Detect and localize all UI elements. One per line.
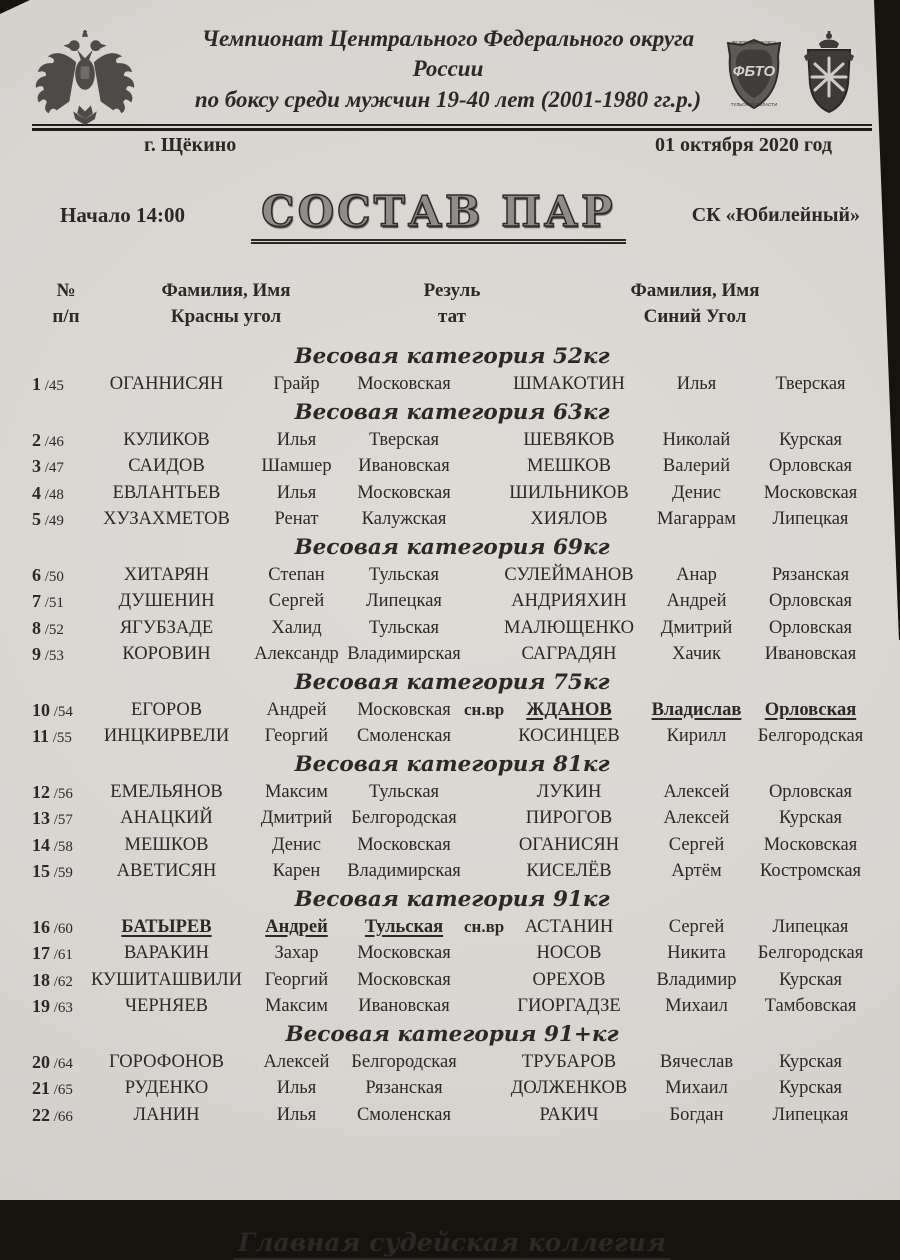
svg-text:ФЕДЕРАЦИЯ БОКСА: ФЕДЕРАЦИЯ БОКСА [731, 40, 777, 45]
blue-surname: ХИЯЛОВ [530, 509, 608, 530]
bout-row [32, 832, 872, 859]
blue-first-name: Никита [667, 943, 726, 964]
bout-row [32, 993, 872, 1020]
weight-category-title: Весовая категория 81кг [294, 751, 610, 777]
red-surname: ХУЗАХМЕТОВ [103, 509, 230, 530]
bout-number: 4 /48 [32, 482, 64, 503]
weight-category-title: Весовая категория 52кг [294, 344, 610, 370]
bout-row [32, 562, 872, 589]
blue-region: Курская [778, 969, 843, 990]
championship-title-line2: по боксу среди мужчин 19-40 лет (2001-1980 гг.р.) [194, 86, 702, 112]
red-region: Ивановская [358, 996, 450, 1017]
blue-first-name: Сергей [668, 916, 725, 937]
header-rule [32, 124, 872, 131]
blue-surname: КИСЕЛЁВ [526, 861, 612, 882]
red-first-name: Георгий [264, 969, 329, 990]
bout-row [32, 723, 872, 750]
blue-surname: СУЛЕЙМАНОВ [504, 564, 634, 585]
blue-region: Орловская [768, 617, 853, 638]
red-region: Тульская [368, 781, 440, 802]
red-region: Московская [357, 374, 451, 395]
red-first-name: Илья [276, 482, 317, 503]
red-first-name: Илья [276, 1104, 317, 1125]
svg-text:ТУЛЬСКОЙ ОБЛАСТИ: ТУЛЬСКОЙ ОБЛАСТИ [730, 102, 778, 107]
bout-number: 20 /64 [32, 1051, 73, 1072]
blue-region: Орловская [768, 591, 853, 612]
red-region: Московская [357, 834, 451, 855]
weight-category-title: Весовая категория 69кг [294, 534, 610, 560]
red-first-name: Сергей [268, 591, 325, 612]
tula-coat-of-arms-icon [800, 30, 858, 123]
red-region: Московская [357, 969, 451, 990]
blue-region: Тверская [775, 374, 846, 395]
red-region: Владимирская [347, 861, 461, 882]
blue-region: Ивановская [764, 644, 857, 665]
weight-category-title: Весовая категория 91+кг [285, 1021, 619, 1047]
blue-first-name: Богдан [669, 1104, 724, 1125]
blue-first-name: Илья [676, 374, 717, 395]
red-first-name: Илья [276, 429, 317, 450]
col-red-corner-header: Фамилия, Имя Красны угол [161, 280, 291, 327]
red-surname: ЕВЛАНТЬЕВ [112, 482, 221, 503]
red-first-name: Дмитрий [260, 808, 333, 829]
bout-row [32, 914, 872, 941]
bout-number: 1 /45 [32, 374, 64, 395]
blue-first-name: Алексей [663, 808, 730, 829]
red-region: Липецкая [366, 591, 442, 612]
red-surname: РУДЕНКО [124, 1078, 209, 1099]
blue-first-name: Вячеслав [659, 1051, 734, 1072]
blue-first-name: Дмитрий [660, 617, 733, 638]
title-row [60, 187, 860, 244]
red-surname: ЕМЕЛЬЯНОВ [110, 781, 223, 802]
red-surname: ОГАННИСЯН [109, 374, 224, 395]
bout-number: 10 /54 [32, 699, 73, 720]
bout-number: 9 /53 [32, 644, 64, 665]
red-region: Московская [357, 943, 451, 964]
blue-region: Московская [763, 482, 858, 503]
col-number-header: № п/п [52, 280, 80, 327]
judges-panel-title: Главная судейская коллегия [32, 1228, 872, 1257]
bout-row [32, 371, 872, 398]
red-first-name: Шамшер [261, 456, 332, 477]
blue-first-name: Михаил [665, 996, 728, 1017]
blue-region: Костромская [759, 861, 862, 882]
blue-region: Курская [778, 808, 843, 829]
bout-row [32, 967, 872, 994]
col-result-header: Резуль тат [423, 280, 481, 327]
red-first-name: Степан [268, 564, 325, 585]
championship-title-line1: Чемпионат Центрального Федерального округа России [201, 26, 695, 82]
bout-row [32, 506, 872, 533]
bout-number: 2 /46 [32, 429, 64, 450]
bout-row [32, 779, 872, 806]
blue-first-name: Андрей [666, 591, 727, 612]
red-region: Смоленская [356, 1104, 452, 1125]
bout-number: 15 /59 [32, 861, 73, 882]
red-region: Ивановская [358, 456, 450, 477]
weight-category-title: Весовая категория 63кг [294, 399, 610, 425]
red-first-name: Алексей [263, 1051, 330, 1072]
blue-region: Курская [778, 1051, 843, 1072]
weight-category-title: Весовая категория 91кг [294, 886, 610, 912]
red-first-name: Халид [271, 617, 322, 638]
blue-surname: ЖДАНОВ [526, 699, 612, 720]
blue-region: Курская [778, 1078, 843, 1099]
blue-first-name: Сергей [668, 834, 725, 855]
red-surname: КОРОВИН [122, 644, 211, 665]
red-surname: ГОРОФОНОВ [109, 1051, 224, 1072]
bout-number: 21 /65 [32, 1078, 73, 1099]
red-region: Калужская [361, 509, 447, 530]
weight-category-title: Весовая категория 75кг [294, 669, 610, 695]
bout-number: 3 /47 [32, 456, 64, 477]
blue-first-name: Алексей [663, 781, 730, 802]
red-first-name: Александр [254, 644, 339, 665]
red-surname: ИНЦКИРВЕЛИ [103, 726, 230, 747]
blue-region: Липецкая [772, 1104, 849, 1125]
city-label: г. Щёкино [144, 134, 237, 156]
blue-region: Липецкая [772, 509, 849, 530]
bout-row [32, 1075, 872, 1102]
blue-region: Липецкая [772, 916, 849, 937]
red-region: Тульская [368, 617, 440, 638]
blue-surname: РАКИЧ [539, 1104, 599, 1125]
red-first-name: Георгий [264, 726, 329, 747]
blue-region: Рязанская [771, 564, 850, 585]
place-date-row [144, 134, 832, 157]
red-surname: АНАЦКИЙ [120, 808, 213, 829]
red-region: Московская [357, 699, 451, 720]
blue-surname: КОСИНЦЕВ [518, 726, 620, 747]
red-surname: ХИТАРЯН [123, 564, 210, 585]
blue-region: Тамбовская [764, 996, 857, 1017]
bout-number: 22 /66 [32, 1104, 73, 1125]
bout-row [32, 697, 872, 724]
russia-eagle-emblem-icon [36, 28, 134, 133]
blue-first-name: Владимир [656, 969, 737, 990]
bout-result: сн.вр [464, 700, 505, 720]
bout-row [32, 427, 872, 454]
bout-number: 5 /49 [32, 509, 64, 530]
bout-row [32, 805, 872, 832]
blue-first-name: Николай [662, 429, 731, 450]
page-title: СОСТАВ ПАР [251, 187, 625, 244]
red-first-name: Илья [276, 1078, 317, 1099]
bout-number: 14 /58 [32, 834, 73, 855]
bout-number: 8 /52 [32, 617, 64, 638]
blue-first-name: Валерий [662, 456, 731, 477]
red-surname: ДУШЕНИН [118, 591, 215, 612]
red-surname: АВЕТИСЯН [116, 861, 217, 882]
blue-surname: САГРАДЯН [521, 644, 617, 665]
boxing-federation-emblem-icon [722, 36, 786, 121]
red-first-name: Андрей [266, 699, 327, 720]
blue-surname: ТРУБАРОВ [521, 1051, 617, 1072]
red-first-name: Максим [264, 781, 328, 802]
blue-surname: ШМАКОТИН [513, 374, 625, 395]
blue-region: Белгородская [757, 726, 864, 747]
blue-surname: ГИОРГАДЗЕ [517, 996, 621, 1017]
blue-surname: НОСОВ [536, 943, 602, 964]
blue-surname: АСТАНИН [524, 916, 614, 937]
blue-surname: МЕШКОВ [527, 456, 611, 477]
blue-first-name: Магаррам [657, 509, 736, 530]
blue-surname: ШЕВЯКОВ [523, 429, 615, 450]
red-region: Смоленская [356, 726, 452, 747]
blue-region: Орловская [768, 781, 853, 802]
blue-first-name: Кирилл [666, 726, 727, 747]
championship-title [174, 24, 722, 115]
bout-row [32, 940, 872, 967]
blue-surname: ОГАНИСЯН [518, 834, 620, 855]
red-first-name: Андрей [265, 916, 328, 937]
bout-row [32, 615, 872, 642]
red-region: Рязанская [365, 1078, 443, 1099]
red-first-name: Ренат [274, 509, 319, 530]
bout-row [32, 1049, 872, 1076]
red-region: Тверская [368, 429, 440, 450]
bout-number: 17 /61 [32, 943, 73, 964]
blue-surname: МАЛЮЩЕНКО [504, 617, 634, 638]
bout-row [32, 1102, 872, 1129]
bout-row [32, 858, 872, 885]
blue-first-name: Артём [671, 861, 722, 882]
red-first-name: Денис [271, 834, 322, 855]
red-surname: МЕШКОВ [124, 834, 209, 855]
red-first-name: Захар [274, 943, 319, 964]
bout-number: 16 /60 [32, 916, 73, 937]
bout-row [32, 641, 872, 668]
bout-number: 7 /51 [32, 591, 64, 612]
blue-surname: ОРЕХОВ [532, 969, 606, 990]
blue-region: Орловская [764, 699, 857, 720]
blue-first-name: Анар [676, 564, 717, 585]
blue-region: Курская [778, 429, 843, 450]
red-region: Тульская [364, 916, 444, 937]
bout-number: 11 /55 [32, 726, 72, 747]
date-label: 01 октября 2020 год [655, 134, 832, 156]
red-surname: ЯГУБЗАДЕ [119, 617, 214, 638]
blue-first-name: Владислав [651, 699, 742, 720]
bout-result: сн.вр [464, 917, 505, 937]
bout-number: 19 /63 [32, 996, 73, 1017]
blue-first-name: Денис [671, 482, 722, 503]
blue-first-name: Михаил [665, 1078, 728, 1099]
red-surname: ЛАНИН [133, 1104, 200, 1125]
bout-number: 6 /50 [32, 564, 64, 585]
blue-surname: ЛУКИН [536, 781, 602, 802]
red-surname: КУШИТАШВИЛИ [90, 969, 243, 990]
red-first-name: Карен [272, 861, 321, 882]
start-time-label: Начало 14:00 [60, 203, 186, 227]
blue-surname: ШИЛЬНИКОВ [509, 482, 629, 503]
svg-text:ФБТО: ФБТО [732, 63, 776, 80]
venue-label: СК «Юбилейный» [691, 204, 860, 226]
red-surname: ЧЕРНЯЕВ [125, 996, 208, 1017]
red-region: Московская [357, 482, 451, 503]
pairs-table-body [32, 343, 872, 1128]
red-surname: ЕГОРОВ [130, 699, 203, 720]
red-first-name: Максим [264, 996, 328, 1017]
table-header [32, 278, 872, 329]
red-surname: ВАРАКИН [124, 943, 209, 964]
blue-first-name: Хачик [671, 644, 722, 665]
document-content [32, 10, 872, 1257]
bout-number: 13 /57 [32, 808, 73, 829]
red-surname: САИДОВ [128, 456, 205, 477]
blue-surname: ПИРОГОВ [525, 808, 613, 829]
red-region: Белгородская [351, 808, 457, 829]
red-region: Белгородская [351, 1051, 457, 1072]
red-surname: БАТЫРЕВ [121, 916, 212, 937]
red-region: Владимирская [347, 644, 461, 665]
bout-number: 12 /56 [32, 781, 73, 802]
blue-region: Орловская [768, 456, 853, 477]
masthead [32, 24, 872, 120]
red-first-name: Грайр [273, 374, 320, 395]
red-region: Тульская [368, 564, 440, 585]
red-surname: КУЛИКОВ [123, 429, 210, 450]
bout-row [32, 588, 872, 615]
bout-row [32, 453, 872, 480]
col-blue-corner-header: Фамилия, Имя Синий Угол [630, 280, 760, 327]
blue-region: Московская [763, 834, 858, 855]
blue-surname: ДОЛЖЕНКОВ [510, 1078, 628, 1099]
bout-number: 18 /62 [32, 969, 73, 990]
blue-surname: АНДРИЯХИН [511, 591, 627, 612]
blue-region: Белгородская [757, 943, 864, 964]
bout-row [32, 480, 872, 507]
